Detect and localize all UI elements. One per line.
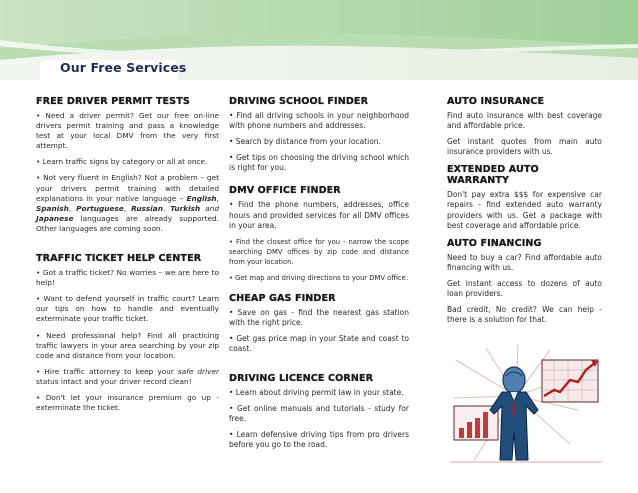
paragraph: • Save on gas - find the nearest gas station with the right price.: [229, 308, 409, 328]
section-driving-school-finder: [229, 96, 409, 173]
section-cheap-gas-finder: [229, 293, 409, 354]
paragraph: • Don't let your insurance premium go up - exterminate the ticket.: [36, 392, 219, 413]
paragraph: • Find the closest office for you - narrow the scope searching DMV offices by zip code and distance from your location.: [229, 237, 409, 266]
paragraph: • Get tips on choosing the driving school which is right for you.: [229, 153, 409, 173]
paragraph: [36, 367, 219, 387]
paragraph: • Need a driver permit? Get our free on-line drivers permit training and pass a knowledge test at your local DMV from the very first attempt.: [36, 111, 219, 151]
language-portuguese: Portuguese: [76, 203, 124, 213]
paragraph: Get instant quotes from main auto insurance providers with us.: [447, 137, 602, 157]
section-auto-financing: [447, 238, 602, 326]
column-right: [447, 96, 602, 331]
paragraph: • Get map and driving directions to your DMV office.: [229, 274, 408, 283]
paragraph: • Search by distance from your location.: [229, 137, 381, 147]
section-dmv-office-finder: [229, 185, 409, 283]
section-title: AUTO INSURANCE: [447, 96, 545, 107]
section-extended-auto-warranty: [447, 164, 602, 230]
section-title: DRIVING LICENCE CORNER: [229, 372, 374, 384]
paragraph: • Find the phone numbers, addresses, office hours and provided services for all DMV offices in your area.: [229, 200, 409, 230]
paragraph: Need to buy a car? Find affordable auto financing with us.: [447, 252, 602, 272]
language-japanese: Japanese: [36, 213, 74, 223]
section-title: AUTO FINANCING: [447, 237, 542, 249]
paragraph: • Learn traffic signs by category or all at once.: [36, 157, 208, 167]
section-traffic-ticket-help-center: [36, 253, 219, 413]
banner-title: Our Free Services: [60, 60, 187, 75]
section-auto-insurance: [447, 96, 602, 157]
paragraph: Bad credit, No credit? We can help - there is a solution for that.: [447, 305, 602, 325]
text: status intact and your driver record clean!: [36, 376, 192, 386]
section-title: EXTENDED AUTO WARRANTY: [447, 164, 539, 187]
paragraph: • Get gas price map in your State and coast to coast.: [229, 334, 409, 354]
header-banner: [0, 0, 638, 80]
paragraph: • Got a traffic ticket? No worries – we are here to help!: [36, 268, 219, 288]
paragraph: Get instant access to dozens of auto loan providers.: [447, 278, 602, 299]
paragraph: Don't pay extra $$$ for expensive car repairs - find extended auto warranty providers with us. Get a package with best coverage and affordable price.: [447, 190, 602, 230]
businessman-chart-illustration: [446, 340, 606, 475]
paragraph: • Get online manuals and tutorials - study for free.: [229, 403, 409, 423]
column-left: [36, 96, 219, 419]
section-driving-licence-corner: [229, 373, 409, 450]
language-english: English: [186, 193, 217, 203]
section-title: DMV OFFICE FINDER: [229, 185, 341, 197]
text: • Not very fluent in English? Not a problem – get your drivers permit training with detailed explanations in your native language –: [36, 173, 219, 203]
text: and: [205, 203, 220, 213]
language-russian: Russian: [131, 203, 163, 213]
paragraph: • Learn defensive driving tips from pro drivers before you go to the road.: [229, 429, 409, 449]
column-middle: [229, 96, 409, 456]
text-safe-driver: safe driver: [177, 366, 219, 376]
section-title: TRAFFIC TICKET HELP CENTER: [36, 253, 202, 265]
section-title: CHEAP GAS FINDER: [229, 293, 336, 305]
paragraph: • Find all driving schools in your neighborhood with phone numbers and addresses.: [229, 111, 409, 131]
paragraph: • Need professional help? Find all practicing traffic lawyers in your area searching by your zip code and distance from your location.: [36, 330, 219, 360]
text: languages are already supported. Other languages are coming soon.: [36, 213, 219, 233]
paragraph: • Learn about driving permit law in your state.: [229, 387, 404, 397]
paragraph: Find auto insurance with best coverage and affordable price.: [447, 111, 602, 131]
language-turkish: Turkish: [170, 203, 201, 213]
paragraph: • Want to defend yourself in traffic court? Learn our tips on how to handle and eventually exterminate your traffic ticket.: [36, 294, 219, 324]
section-title: FREE DRIVER PERMIT TESTS: [36, 96, 190, 107]
text: • Hire traffic attorney to keep your: [36, 366, 174, 376]
section-free-driver-permit-tests: [36, 96, 219, 234]
paragraph-languages: • Not very fluent in English? Not a problem – get your drivers permit training with detailed explanations in your native language – English, Spanish, Portuguese, Russian, Turkish and Japanese languages are already supported. Other languages are coming soon.: [36, 173, 220, 233]
section-title: DRIVING SCHOOL FINDER: [229, 96, 369, 107]
language-spanish: Spanish: [36, 203, 69, 213]
